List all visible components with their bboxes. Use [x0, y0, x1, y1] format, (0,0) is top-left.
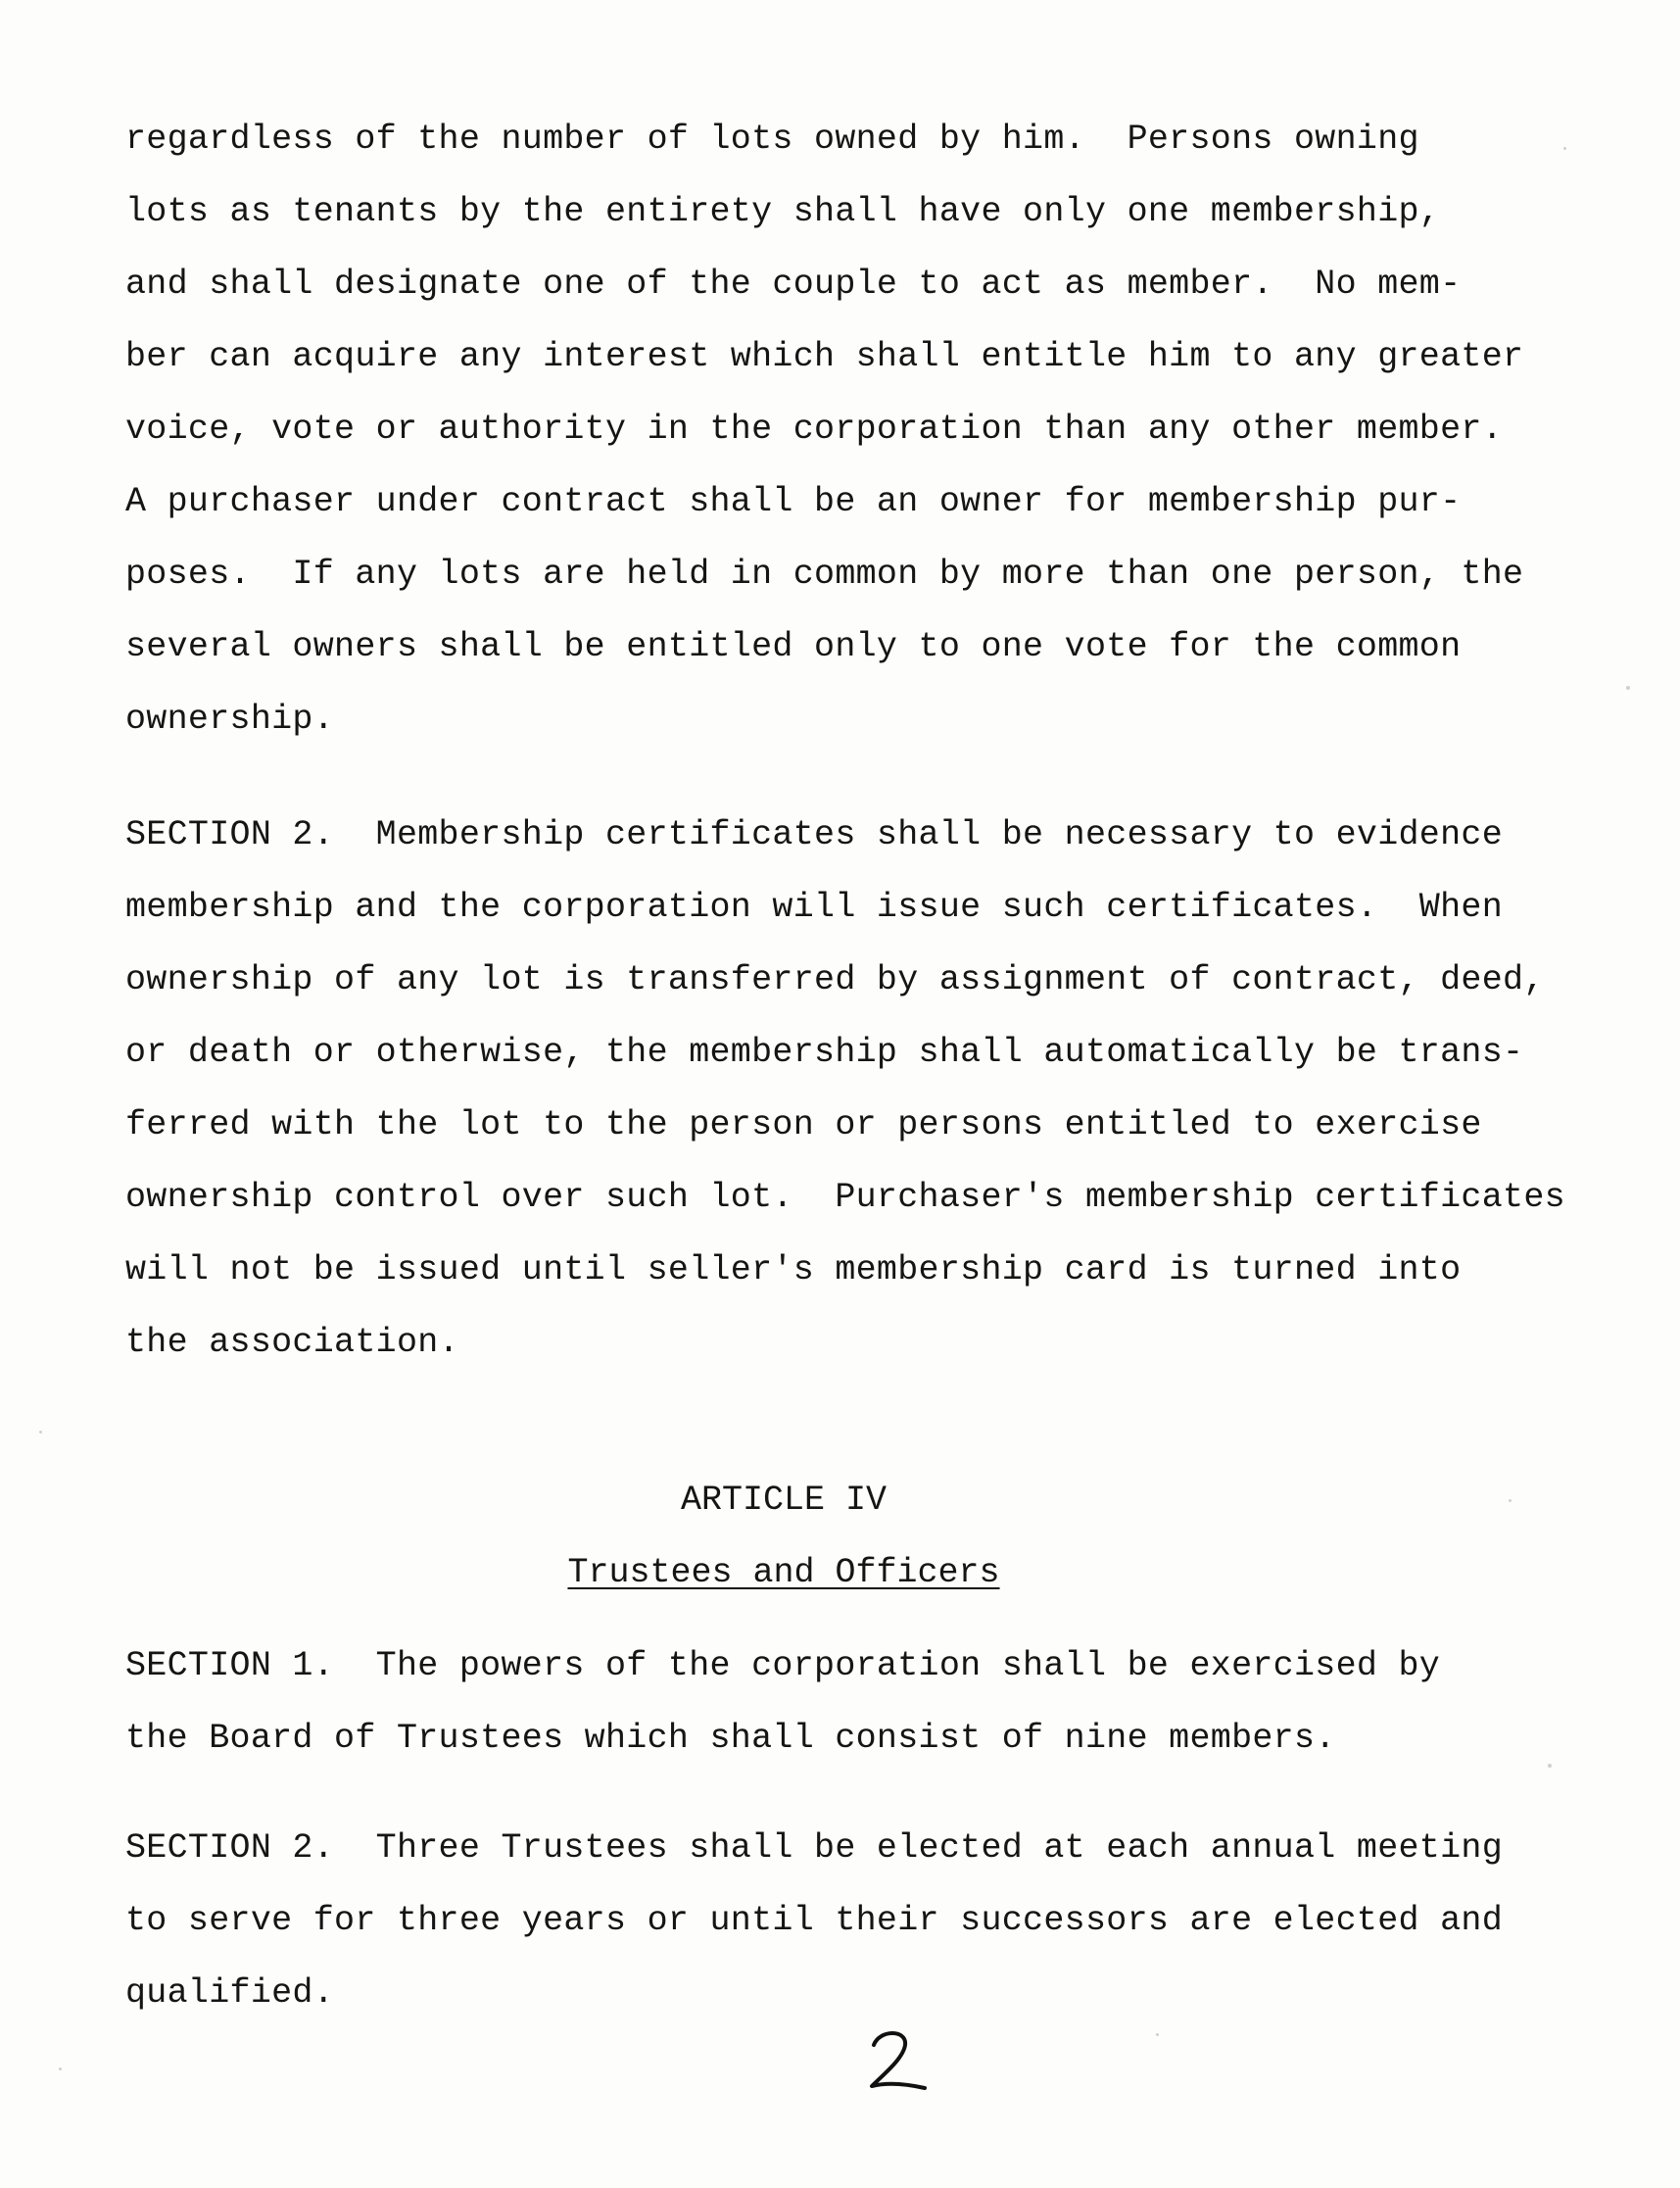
- page-number: [862, 2023, 940, 2102]
- scan-speck: [1156, 2033, 1159, 2036]
- scan-speck: [39, 1431, 42, 1434]
- section-2-membership-line: SECTION 2. Membership certificates shall be necessary to evidence: [125, 815, 1504, 854]
- section-2-membership-line: will not be issued until seller's membership card is turned into: [125, 1250, 1462, 1289]
- handwritten-page-number-glyph: [862, 2023, 940, 2102]
- section-2-membership-line: ferred with the lot to the person or persons entitled to exercise: [125, 1105, 1482, 1144]
- article-section-1-line: the Board of Trustees which shall consist of nine members.: [125, 1719, 1336, 1758]
- scan-speck: [1563, 147, 1566, 150]
- text-line: and shall designate one of the couple to act as member. No mem-: [125, 265, 1462, 304]
- article-subheading: [0, 1553, 1567, 1592]
- article-heading: ARTICLE IV: [680, 1481, 888, 1520]
- text-line: A purchaser under contract shall be an owner for membership pur-: [125, 482, 1462, 521]
- section-2-membership-line: ownership of any lot is transferred by assignment of contract, deed,: [125, 960, 1545, 999]
- section-2-membership-line: or death or otherwise, the membership shall automatically be trans-: [125, 1033, 1524, 1072]
- text-line: regardless of the number of lots owned by him. Persons owning: [125, 120, 1419, 159]
- section-2-membership-line: membership and the corporation will issue such certificates. When: [125, 888, 1504, 927]
- article-section-1-line: SECTION 1. The powers of the corporation shall be exercised by: [125, 1646, 1441, 1685]
- text-line: several owners shall be entitled only to one vote for the common: [125, 627, 1462, 666]
- text-line: lots as tenants by the entirety shall have only one membership,: [125, 192, 1441, 231]
- article-section-2-line: to serve for three years or until their successors are elected and: [125, 1901, 1504, 1940]
- article-section-2-line: qualified.: [125, 1973, 335, 2013]
- text-line: poses. If any lots are held in common by more than one person, the: [125, 555, 1524, 594]
- text-line: ber can acquire any interest which shall entitle him to any greater: [125, 337, 1524, 376]
- scan-speck: [1626, 686, 1630, 690]
- section-2-membership-line: ownership control over such lot. Purchaser's membership certificates: [125, 1178, 1565, 1217]
- scan-speck: [1509, 1499, 1512, 1502]
- scan-speck: [1548, 1764, 1552, 1768]
- article-section-2-line: SECTION 2. Three Trustees shall be elected at each annual meeting: [125, 1828, 1504, 1868]
- scan-speck: [59, 2067, 62, 2070]
- section-2-membership-line: the association.: [125, 1323, 459, 1362]
- text-line: ownership.: [125, 700, 335, 739]
- text-line: voice, vote or authority in the corporation than any other member.: [125, 410, 1504, 449]
- article-subheading-text: Trustees and Officers: [567, 1553, 1000, 1592]
